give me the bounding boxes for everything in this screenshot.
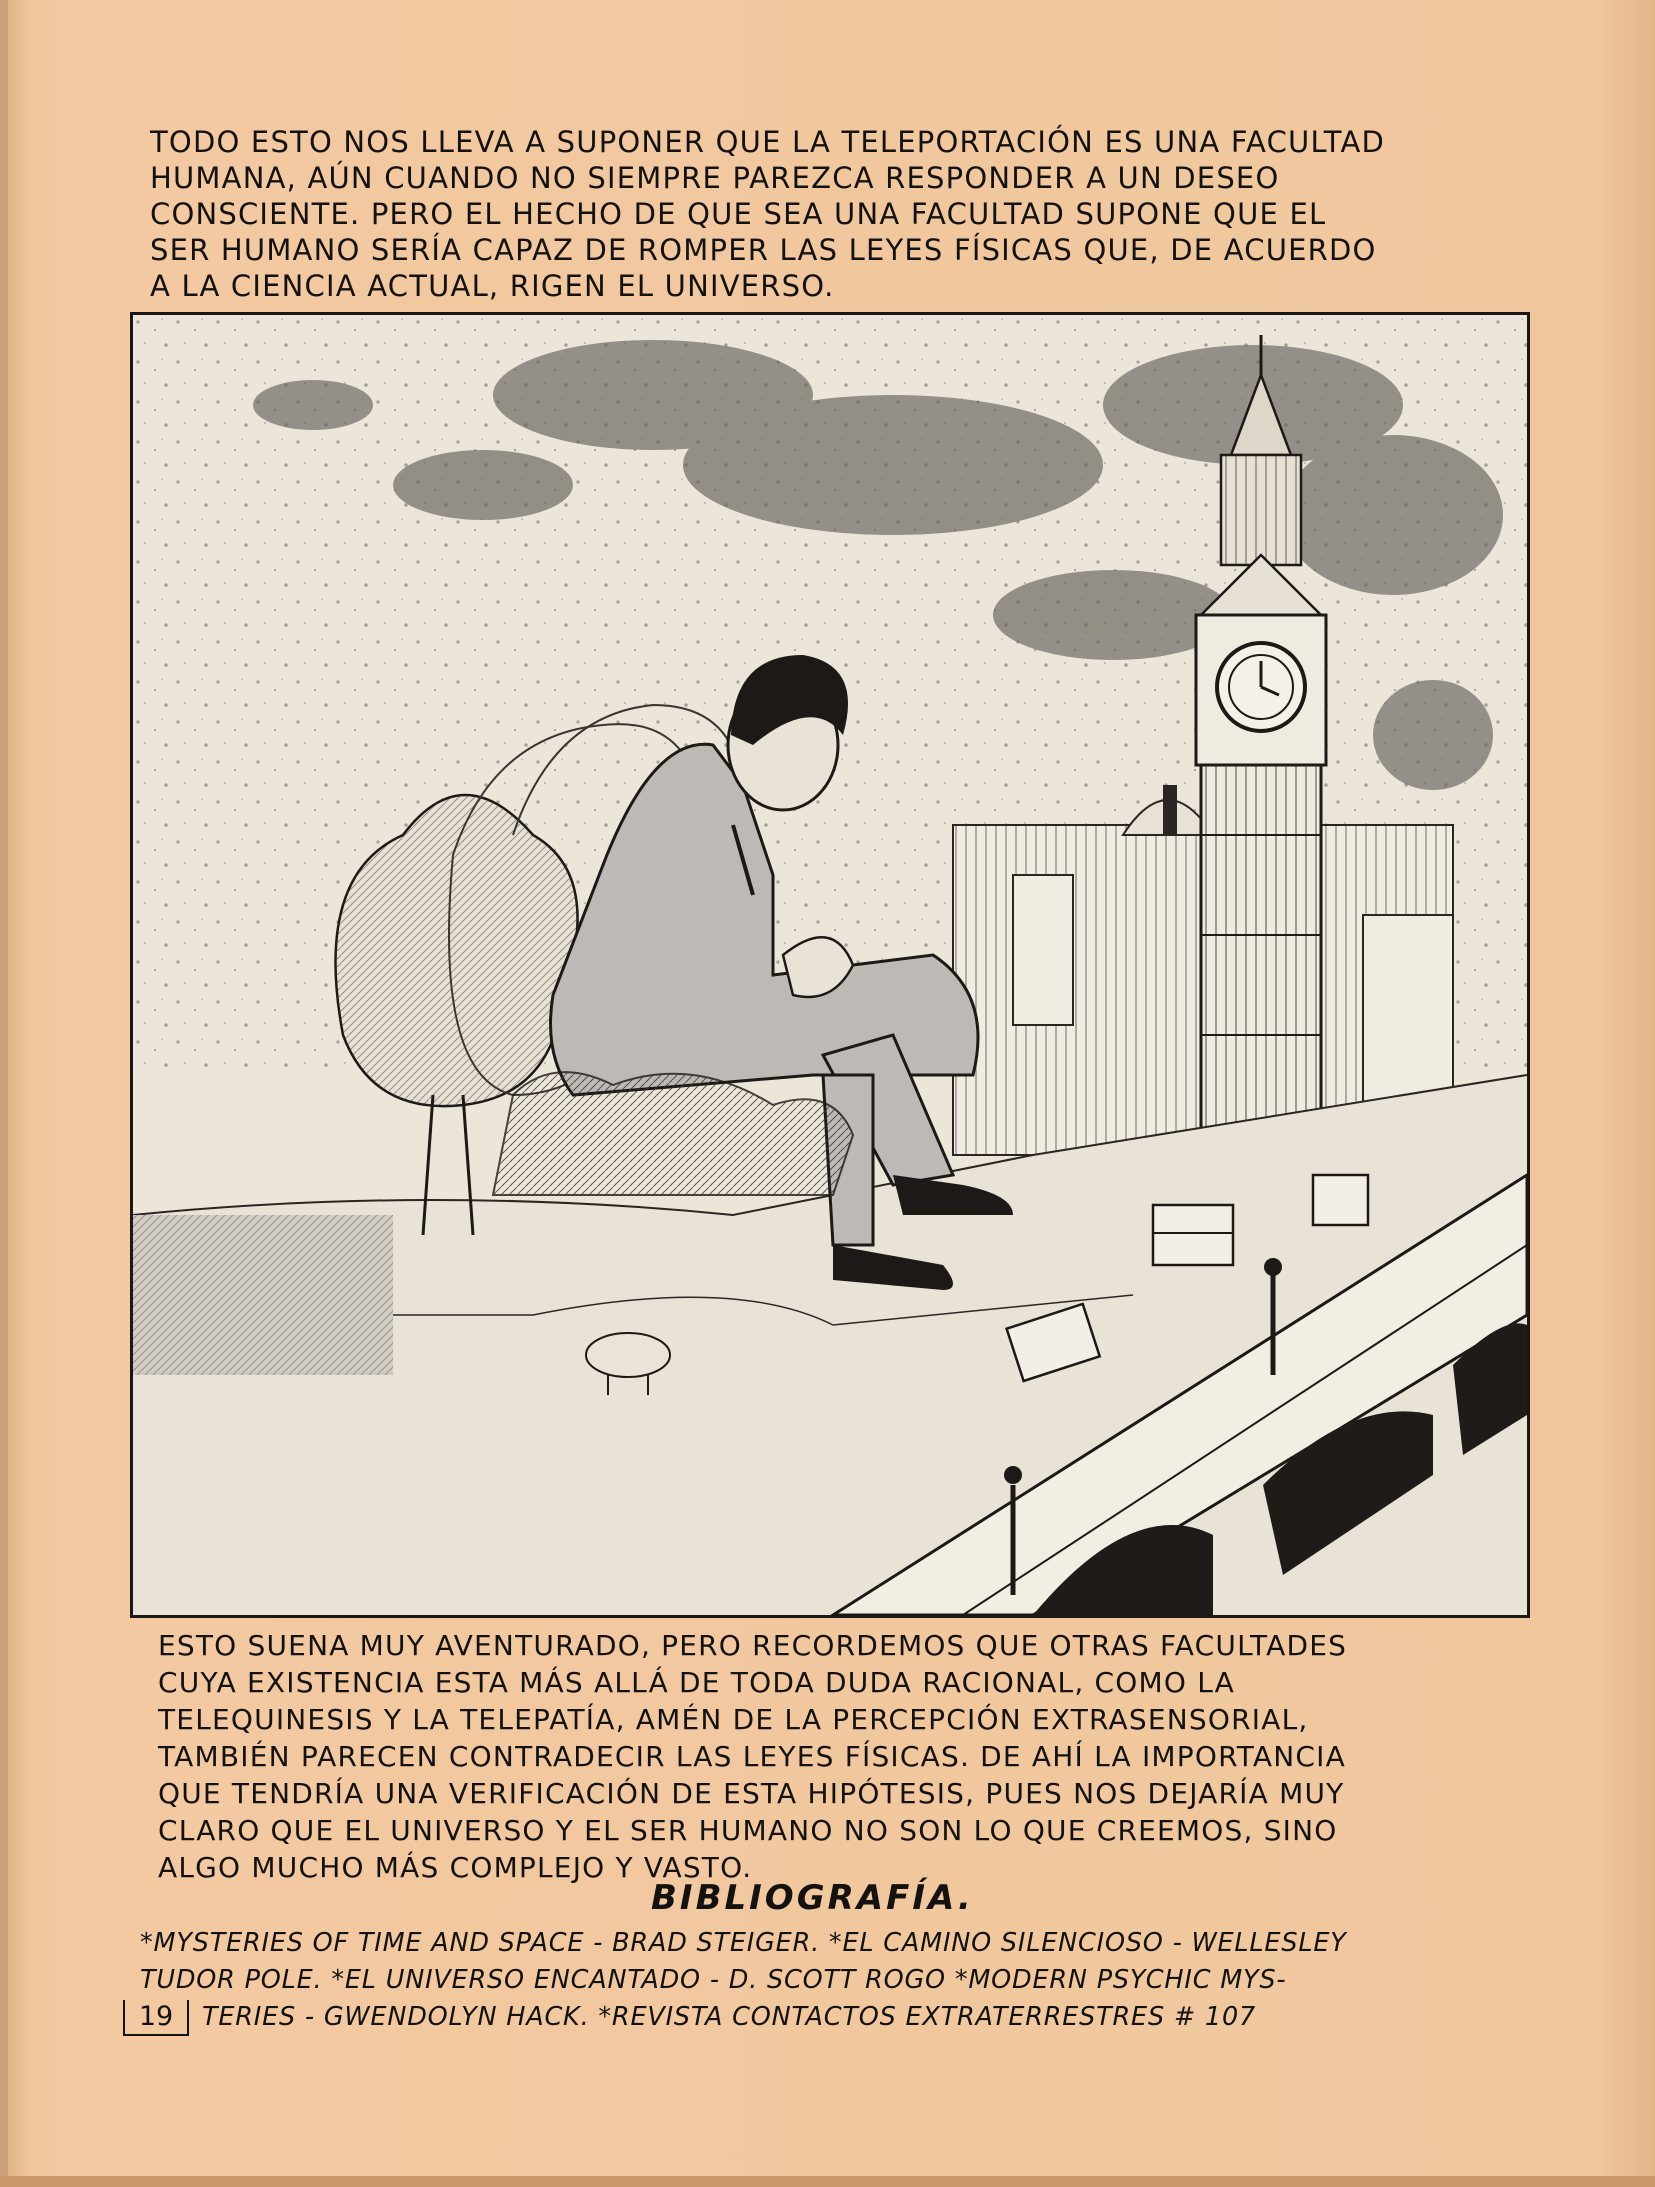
top-line: A LA CIENCIA ACTUAL, RIGEN EL UNIVERSO. [150,269,835,303]
bottom-line: CLARO QUE EL UNIVERSO Y EL SER HUMANO NO SON LO QUE CREEMOS, SINO [158,1814,1338,1847]
bottom-line: TELEQUINESIS Y LA TELEPATÍA, AMÉN DE LA PERCEPCIÓN EXTRASENSORIAL, [158,1703,1309,1736]
top-paragraph [150,124,1385,304]
bibliography-line: TUDOR POLE. *EL UNIVERSO ENCANTADO - D. SCOTT ROGO *MODERN PSYCHIC MYS- [140,1965,1287,1995]
bottom-line: TAMBIÉN PARECEN CONTRADECIR LAS LEYES FÍSICAS. DE AHÍ LA IMPORTANCIA [158,1740,1346,1773]
bottom-line: ESTO SUENA MUY AVENTURADO, PERO RECORDEMOS QUE OTRAS FACULTADES [158,1629,1348,1662]
bottom-line: QUE TENDRÍA UNA VERIFICACIÓN DE ESTA HIPÓTESIS, PUES NOS DEJARÍA MUY [158,1777,1345,1810]
bottom-line: CUYA EXISTENCIA ESTA MÁS ALLÁ DE TODA DUDA RACIONAL, COMO LA [158,1666,1236,1699]
london-illustration [133,315,1527,1615]
page-number: 19 [123,2000,189,2036]
bottom-paragraph [158,1627,1347,1886]
bibliography-title: BIBLIOGRAFÍA. [651,1878,974,1918]
page-bottom-edge [0,2176,1655,2187]
illustration-panel [130,312,1530,1618]
top-line: CONSCIENTE. PERO EL HECHO DE QUE SEA UNA FACULTAD SUPONE QUE EL [150,197,1327,231]
bottom-line: ALGO MUCHO MÁS COMPLEJO Y VASTO. [158,1851,753,1884]
page-spine-shadow [0,0,8,2187]
top-line: HUMANA, AÚN CUANDO NO SIEMPRE PAREZCA RESPONDER A UN DESEO [150,161,1280,195]
bibliography-list [140,1925,1347,2036]
bibliography-line: *MYSTERIES OF TIME AND SPACE - BRAD STEIGER. *EL CAMINO SILENCIOSO - WELLESLEY [140,1928,1347,1958]
top-line: TODO ESTO NOS LLEVA A SUPONER QUE LA TELEPORTACIÓN ES UNA FACULTAD [150,125,1386,159]
bibliography-line: TERIES - GWENDOLYN HACK. *REVISTA CONTACTOS EXTRATERRESTRES # 107 [202,2002,1257,2032]
top-line: SER HUMANO SERÍA CAPAZ DE ROMPER LAS LEYES FÍSICAS QUE, DE ACUERDO [150,233,1377,267]
